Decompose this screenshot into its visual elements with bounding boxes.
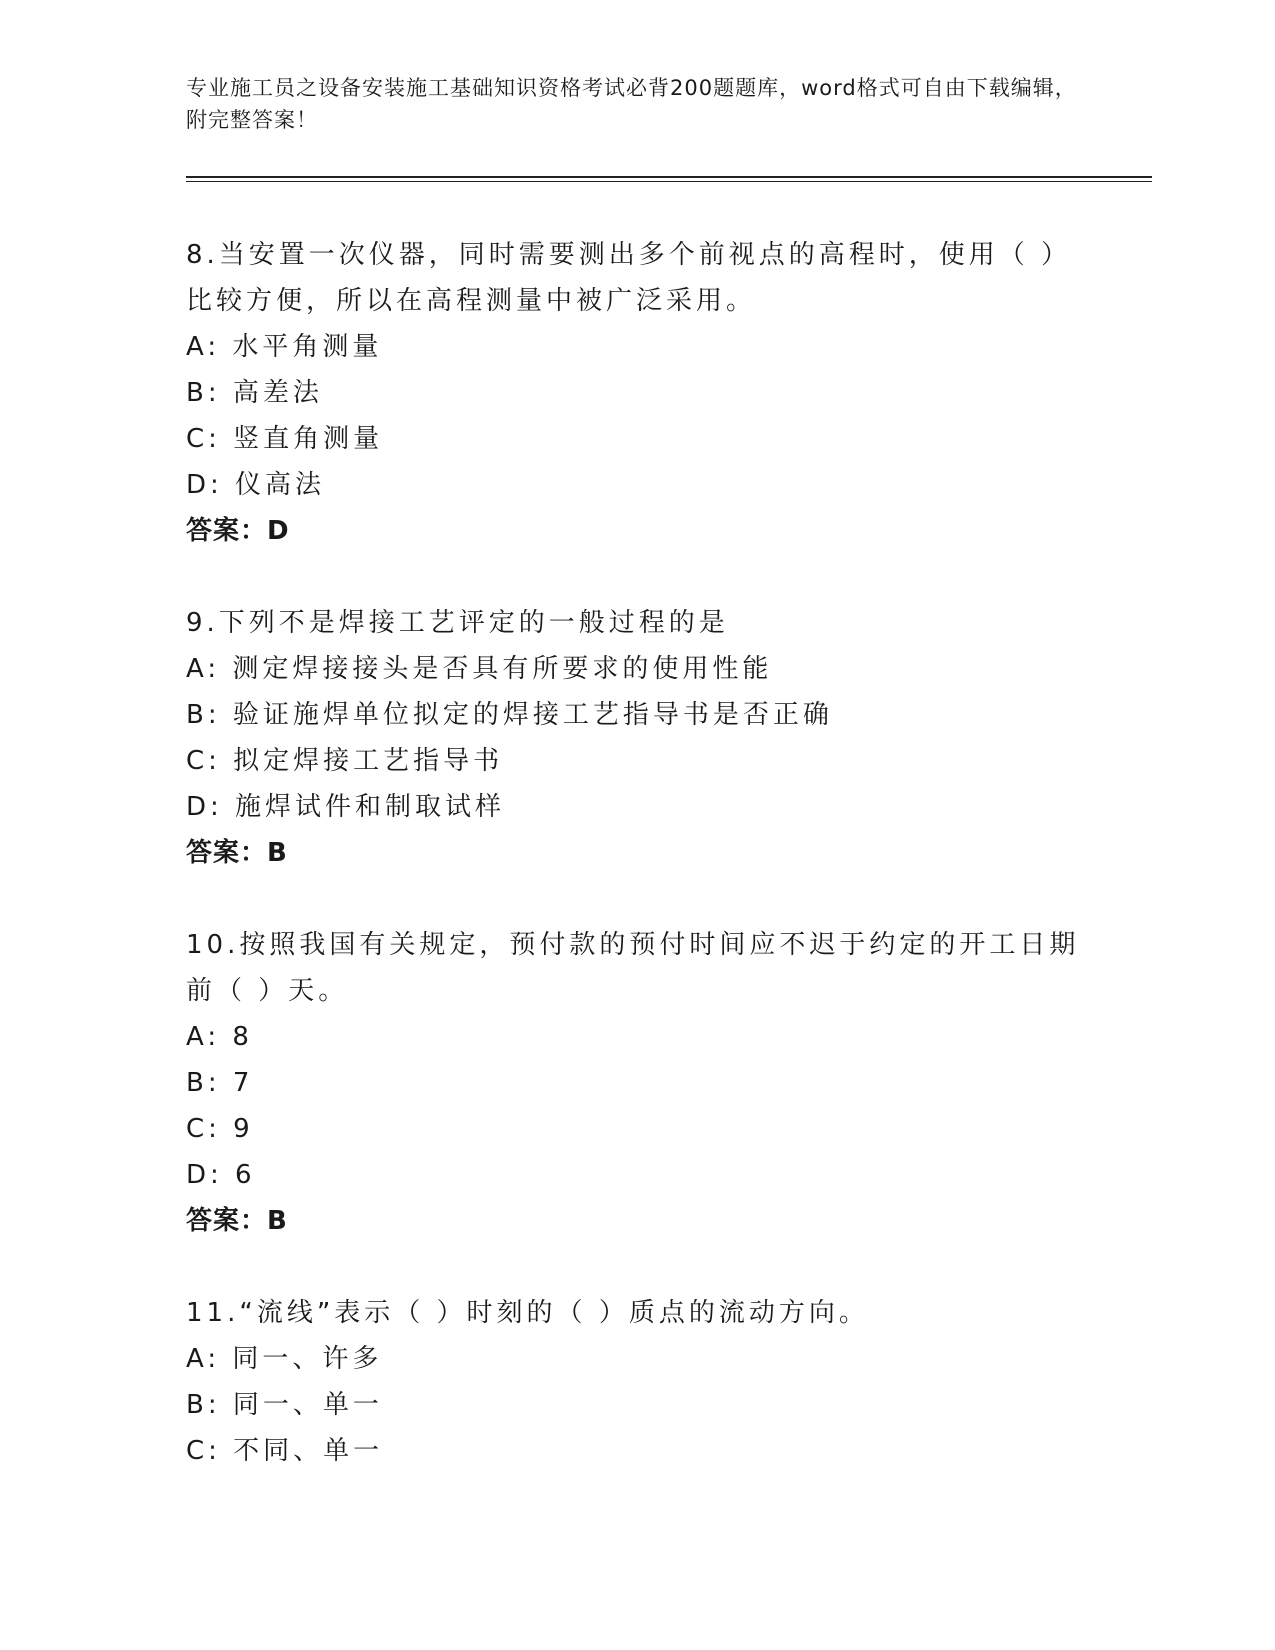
option-b: B: 高差法 [186,378,323,408]
option-b: B: 同一、单一 [186,1390,383,1420]
question-8 [186,232,1086,554]
option-a: A: 测定焊接接头是否具有所要求的使用性能 [186,654,773,684]
option-b: B: 验证施焊单位拟定的焊接工艺指导书是否正确 [186,700,833,730]
header-divider-thick [186,176,1152,178]
option-c: C: 9 [186,1114,254,1144]
header-divider-thin [186,181,1152,182]
document-header: 专业施工员之设备安装施工基础知识资格考试必背200题题库，word格式可自由下载编辑，附完整答案！ [186,76,1077,132]
option-c: C: 竖直角测量 [186,424,384,454]
question-title: 9.下列不是焊接工艺评定的一般过程的是 [186,608,729,638]
question-title: 11.“流线”表示（ ）时刻的（ ）质点的流动方向。 [186,1298,869,1328]
question-11 [186,1290,1086,1474]
answer: 答案：B [186,838,288,868]
question-title: 8.当安置一次仪器，同时需要测出多个前视点的高程时，使用（ ）比较方便，所以在高程测量中被广泛采用。 [186,240,1072,316]
option-a: A: 同一、许多 [186,1344,383,1374]
option-d: D: 6 [186,1160,256,1190]
question-list [186,232,1086,1520]
option-c: C: 拟定焊接工艺指导书 [186,746,504,776]
option-d: D: 施焊试件和制取试样 [186,792,506,822]
answer: 答案：D [186,516,290,546]
option-c: C: 不同、单一 [186,1436,384,1466]
answer: 答案：B [186,1206,288,1236]
option-a: A: 水平角测量 [186,332,383,362]
option-a: A: 8 [186,1022,253,1052]
question-title: 10.按照我国有关规定，预付款的预付时间应不迟于约定的开工日期前（ ）天。 [186,930,1080,1006]
option-b: B: 7 [186,1068,254,1098]
question-10 [186,922,1086,1244]
option-d: D: 仪高法 [186,470,326,500]
question-9 [186,600,1086,876]
